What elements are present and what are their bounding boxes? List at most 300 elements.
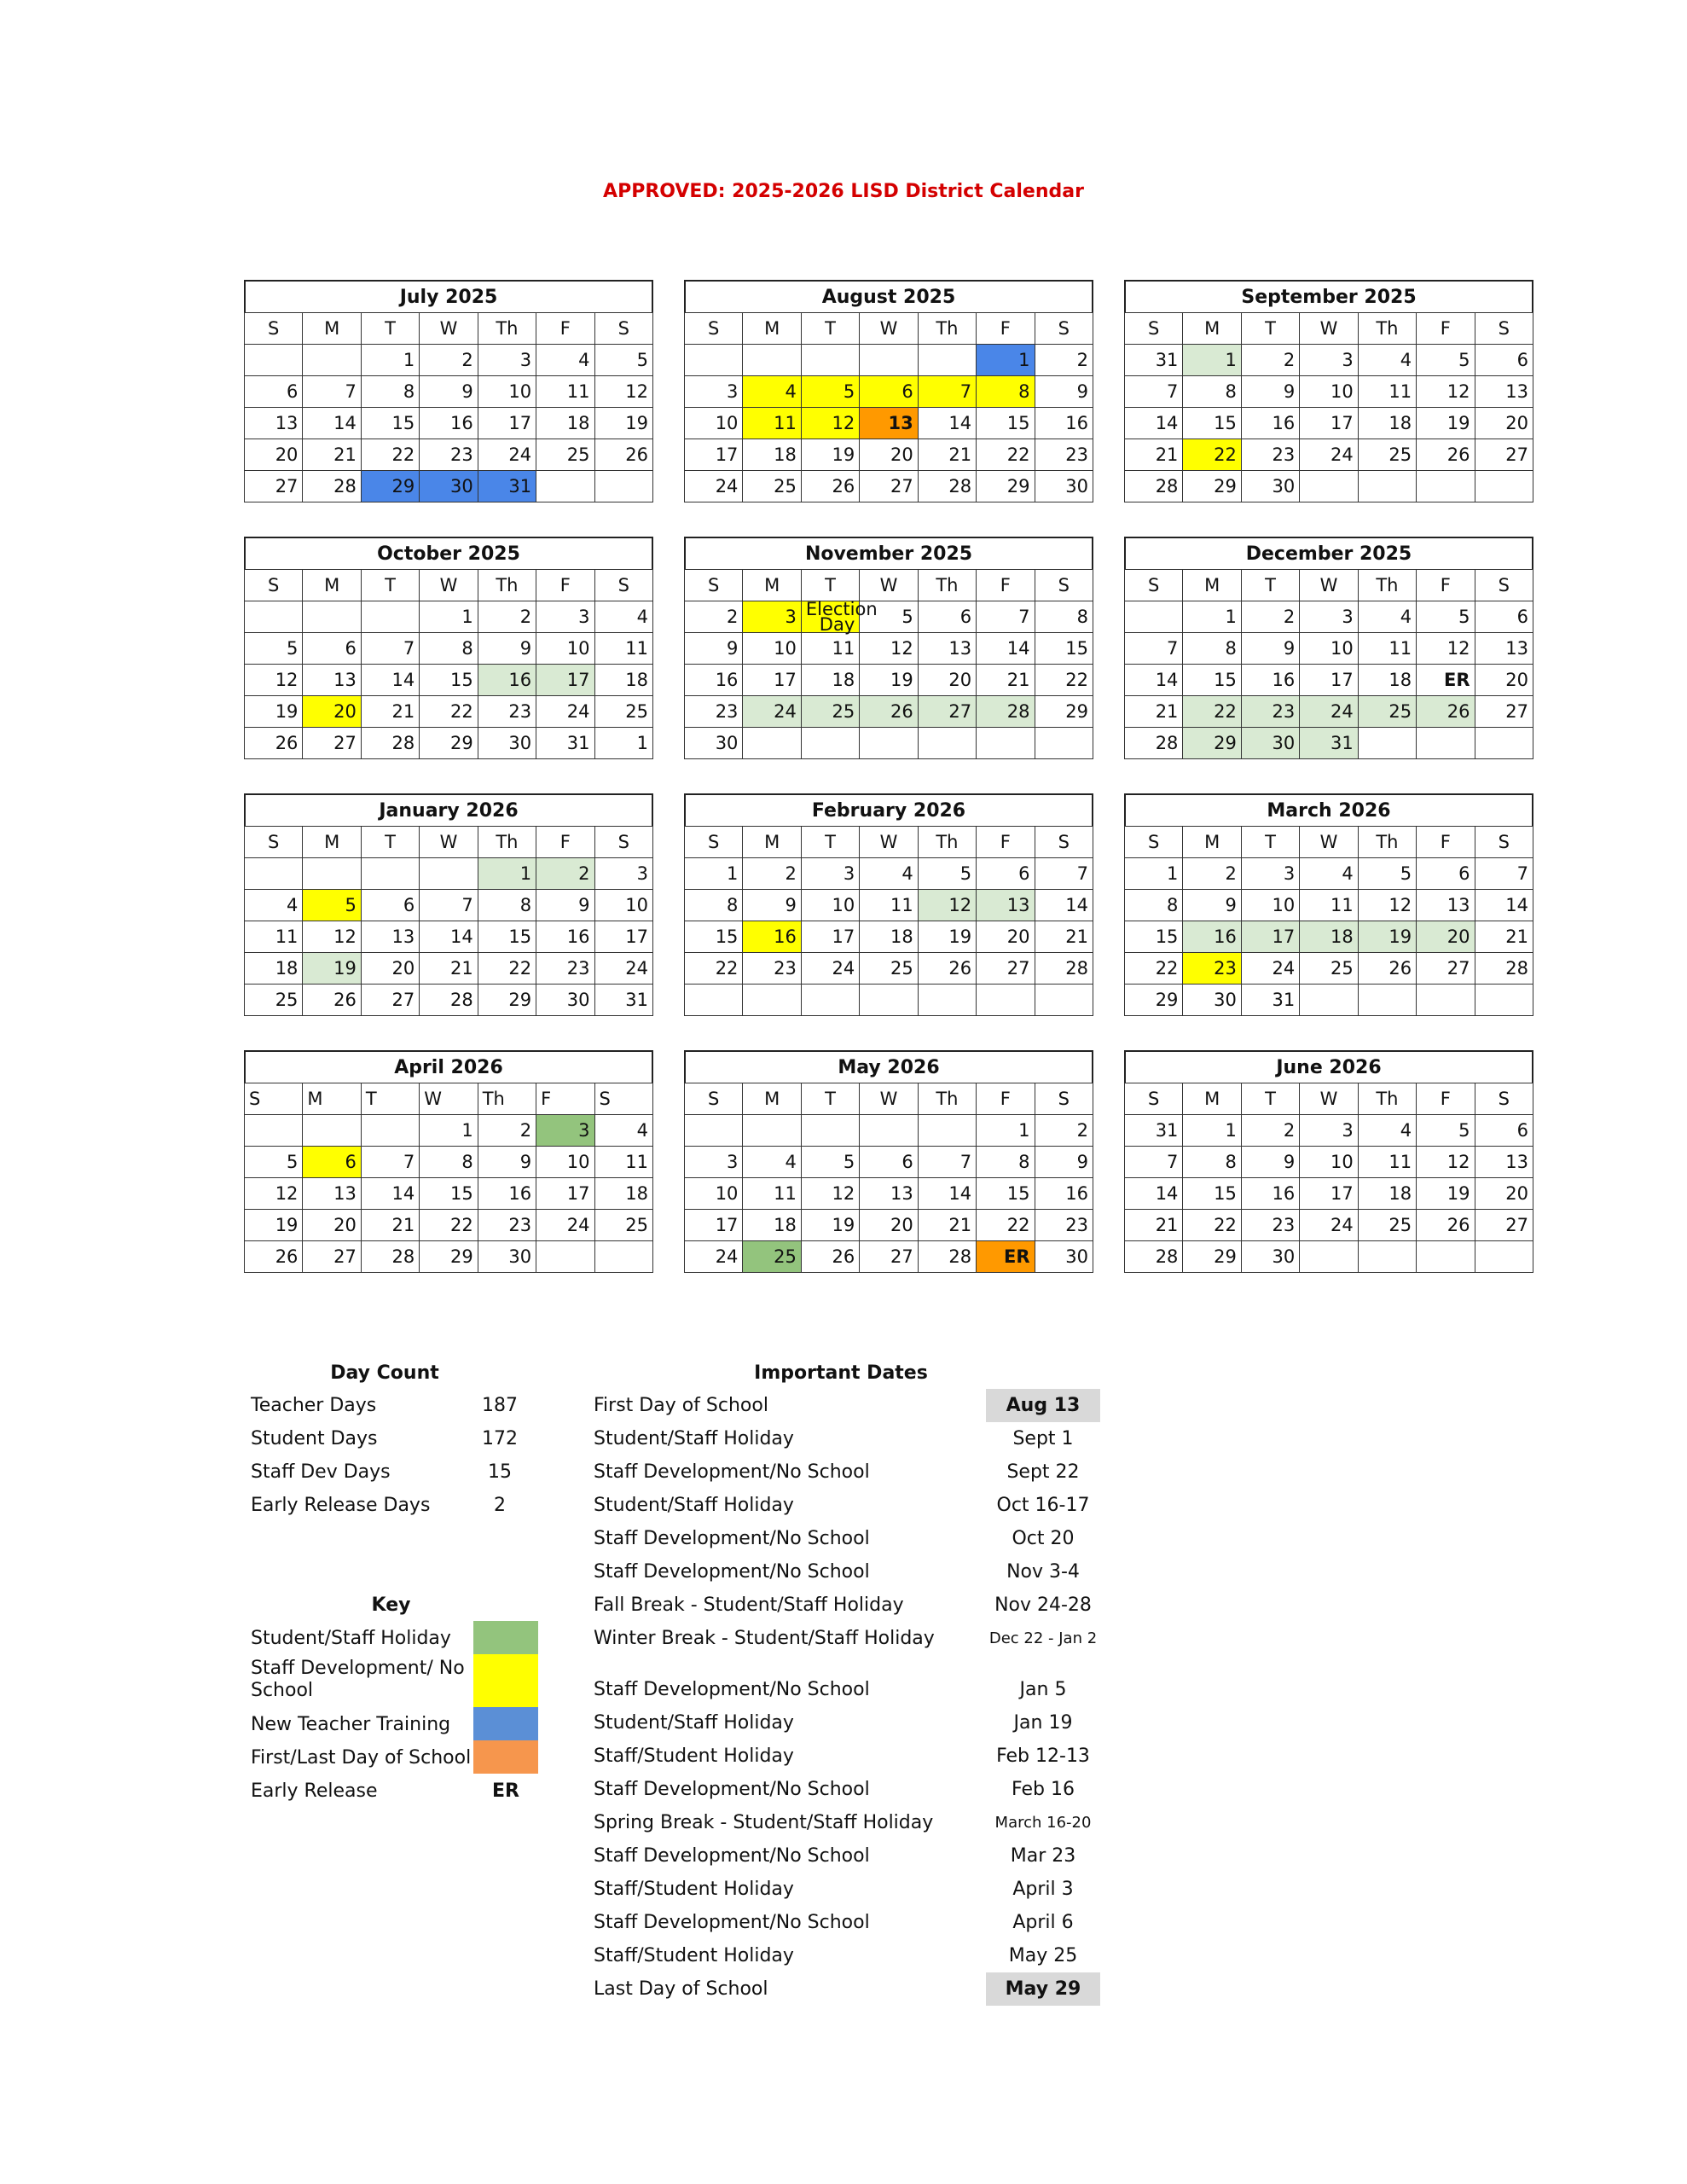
key-row bbox=[244, 1740, 538, 1774]
day-cell: 4 bbox=[1300, 858, 1358, 890]
day-cell: 8 bbox=[977, 376, 1035, 408]
month-calendar bbox=[1124, 1050, 1533, 1273]
day-cell bbox=[1300, 985, 1358, 1016]
day-cell: 17 bbox=[743, 665, 801, 696]
day-cell: 30 bbox=[1035, 1241, 1093, 1273]
day-cell: 26 bbox=[245, 1241, 303, 1273]
weekday-header: T bbox=[361, 1083, 419, 1115]
day-cell: 28 bbox=[1035, 953, 1093, 985]
day-cell: 23 bbox=[1035, 439, 1093, 471]
month-title: May 2026 bbox=[684, 1050, 1093, 1083]
day-cell: 16 bbox=[1241, 1178, 1299, 1210]
day-cell: 9 bbox=[420, 376, 478, 408]
important-date-value: April 3 bbox=[1012, 1879, 1074, 1900]
important-date-value: Jan 5 bbox=[1019, 1679, 1067, 1700]
day-cell: 2 bbox=[1241, 1115, 1299, 1147]
day-cell: 6 bbox=[361, 890, 419, 921]
day-cell: 6 bbox=[1417, 858, 1475, 890]
month-calendar bbox=[244, 537, 653, 759]
day-cell bbox=[918, 985, 976, 1016]
day-cell: 25 bbox=[1358, 439, 1416, 471]
day-cell: 3 bbox=[594, 858, 652, 890]
day-cell: 30 bbox=[685, 728, 743, 759]
day-cell: 21 bbox=[1125, 696, 1183, 728]
day-cell: 27 bbox=[361, 985, 419, 1016]
day-cell: 11 bbox=[1358, 633, 1416, 665]
important-date-label: Student/Staff Holiday bbox=[594, 1712, 794, 1734]
day-cell: 17 bbox=[536, 1178, 594, 1210]
day-count-label: Early Release Days bbox=[251, 1495, 431, 1516]
weekday-header: F bbox=[977, 827, 1035, 858]
important-date-value: May 25 bbox=[1008, 1945, 1078, 1966]
day-cell: 10 bbox=[685, 408, 743, 439]
day-cell: 27 bbox=[918, 696, 976, 728]
day-cell: 24 bbox=[1241, 953, 1299, 985]
weekday-header: W bbox=[420, 827, 478, 858]
weekday-header: M bbox=[303, 570, 361, 601]
day-cell bbox=[977, 728, 1035, 759]
day-cell bbox=[1417, 471, 1475, 502]
week-row bbox=[245, 345, 653, 376]
important-date-value: Feb 16 bbox=[1012, 1779, 1075, 1800]
day-cell: 3 bbox=[1300, 345, 1358, 376]
day-cell: 26 bbox=[303, 985, 361, 1016]
day-cell: 23 bbox=[1241, 696, 1299, 728]
day-cell: 5 bbox=[801, 1147, 859, 1178]
weekday-header: F bbox=[536, 570, 594, 601]
day-cell: 3 bbox=[801, 858, 859, 890]
day-cell: 23 bbox=[536, 953, 594, 985]
day-cell: 21 bbox=[420, 953, 478, 985]
weekday-header: M bbox=[303, 1083, 361, 1115]
month-title: October 2025 bbox=[244, 537, 653, 569]
important-date-row bbox=[594, 1389, 1100, 1422]
week-row bbox=[1125, 1241, 1533, 1273]
day-cell: 27 bbox=[1475, 1210, 1533, 1241]
week-row bbox=[685, 953, 1093, 985]
day-cell: 16 bbox=[536, 921, 594, 953]
day-cell: 16 bbox=[1035, 1178, 1093, 1210]
weekday-header: W bbox=[860, 1083, 918, 1115]
important-date-value: Oct 16-17 bbox=[996, 1495, 1090, 1516]
day-cell: 23 bbox=[478, 1210, 536, 1241]
month-title: August 2025 bbox=[684, 280, 1093, 312]
week-row bbox=[1125, 408, 1533, 439]
day-cell: 13 bbox=[860, 408, 918, 439]
week-row bbox=[1125, 665, 1533, 696]
day-cell: 10 bbox=[1241, 890, 1299, 921]
day-cell: 20 bbox=[1475, 665, 1533, 696]
month-title: December 2025 bbox=[1124, 537, 1533, 569]
day-cell bbox=[245, 601, 303, 633]
day-cell: 21 bbox=[918, 439, 976, 471]
day-cell bbox=[743, 345, 801, 376]
day-cell: 13 bbox=[303, 665, 361, 696]
day-count-row bbox=[244, 1389, 525, 1422]
day-cell: 20 bbox=[361, 953, 419, 985]
day-cell: 2 bbox=[536, 858, 594, 890]
important-date-value: May 29 bbox=[986, 1972, 1100, 2006]
week-row bbox=[245, 1178, 653, 1210]
week-row bbox=[685, 1241, 1093, 1273]
week-row bbox=[685, 345, 1093, 376]
day-cell: 8 bbox=[420, 633, 478, 665]
day-cell: 12 bbox=[303, 921, 361, 953]
day-cell: 23 bbox=[743, 953, 801, 985]
weekday-header: S bbox=[1035, 313, 1093, 345]
day-cell: 18 bbox=[1358, 408, 1416, 439]
day-cell: 17 bbox=[594, 921, 652, 953]
day-count-heading: Day Count bbox=[330, 1362, 439, 1384]
weekday-header: M bbox=[1183, 827, 1241, 858]
weekday-header: S bbox=[594, 827, 652, 858]
day-cell: 19 bbox=[1417, 408, 1475, 439]
day-cell: 29 bbox=[1035, 696, 1093, 728]
day-cell: 24 bbox=[743, 696, 801, 728]
month-calendar bbox=[244, 1050, 653, 1273]
important-date-label: Student/Staff Holiday bbox=[594, 1495, 794, 1516]
weekday-header: S bbox=[245, 1083, 303, 1115]
day-cell: 28 bbox=[420, 985, 478, 1016]
weekday-header: S bbox=[1035, 827, 1093, 858]
day-cell: 27 bbox=[303, 728, 361, 759]
day-cell: 25 bbox=[536, 439, 594, 471]
day-cell bbox=[245, 858, 303, 890]
week-row bbox=[685, 890, 1093, 921]
day-cell: 22 bbox=[420, 696, 478, 728]
day-cell: 5 bbox=[245, 633, 303, 665]
day-cell: 21 bbox=[918, 1210, 976, 1241]
weekday-header: M bbox=[743, 570, 801, 601]
day-cell bbox=[743, 728, 801, 759]
day-cell: 21 bbox=[1475, 921, 1533, 953]
day-cell: 16 bbox=[478, 1178, 536, 1210]
day-cell: 14 bbox=[303, 408, 361, 439]
weekday-header: S bbox=[685, 1083, 743, 1115]
key-row bbox=[244, 1621, 538, 1654]
day-cell: 12 bbox=[801, 408, 859, 439]
day-cell: 7 bbox=[1475, 858, 1533, 890]
weekday-header: Th bbox=[478, 313, 536, 345]
day-cell: 1 bbox=[1183, 1115, 1241, 1147]
day-cell: 8 bbox=[1183, 633, 1241, 665]
important-date-row bbox=[594, 1589, 1100, 1622]
day-cell: 26 bbox=[1417, 1210, 1475, 1241]
day-cell: 15 bbox=[977, 408, 1035, 439]
day-cell: 3 bbox=[536, 601, 594, 633]
weekday-header: M bbox=[1183, 1083, 1241, 1115]
week-row bbox=[1125, 921, 1533, 953]
day-cell: 24 bbox=[685, 1241, 743, 1273]
week-row bbox=[1125, 1178, 1533, 1210]
important-date-row bbox=[594, 1972, 1100, 2006]
day-cell: 16 bbox=[1035, 408, 1093, 439]
key-swatch-yellow bbox=[473, 1654, 538, 1707]
day-cell: 8 bbox=[478, 890, 536, 921]
week-row bbox=[245, 953, 653, 985]
important-date-row bbox=[594, 1740, 1100, 1773]
weekday-header: F bbox=[536, 827, 594, 858]
week-row bbox=[245, 633, 653, 665]
day-cell: 10 bbox=[536, 633, 594, 665]
day-cell: 12 bbox=[245, 665, 303, 696]
day-cell: ER bbox=[977, 1241, 1035, 1273]
day-cell: 23 bbox=[685, 696, 743, 728]
week-row bbox=[245, 439, 653, 471]
day-cell: 17 bbox=[1300, 408, 1358, 439]
day-cell: 1 bbox=[420, 1115, 478, 1147]
day-cell: 22 bbox=[685, 953, 743, 985]
month-calendar bbox=[1124, 280, 1533, 502]
important-date-value: Nov 3-4 bbox=[1006, 1561, 1080, 1583]
day-cell: 4 bbox=[1358, 1115, 1416, 1147]
week-row bbox=[685, 408, 1093, 439]
day-cell: 7 bbox=[918, 376, 976, 408]
day-cell bbox=[361, 601, 419, 633]
week-row bbox=[685, 633, 1093, 665]
day-cell: 12 bbox=[1417, 376, 1475, 408]
day-cell: 4 bbox=[594, 1115, 652, 1147]
day-cell: 6 bbox=[1475, 601, 1533, 633]
day-cell: 22 bbox=[361, 439, 419, 471]
day-cell: 8 bbox=[361, 376, 419, 408]
important-date-row bbox=[594, 1422, 1100, 1455]
day-cell: 15 bbox=[420, 665, 478, 696]
day-cell: 25 bbox=[245, 985, 303, 1016]
day-cell: 25 bbox=[860, 953, 918, 985]
day-cell: 27 bbox=[1475, 696, 1533, 728]
day-cell: 29 bbox=[420, 728, 478, 759]
important-date-label: Staff Development/No School bbox=[594, 1679, 870, 1700]
week-row bbox=[245, 665, 653, 696]
day-cell: 15 bbox=[478, 921, 536, 953]
day-cell: 23 bbox=[1183, 953, 1241, 985]
day-cell: 30 bbox=[1035, 471, 1093, 502]
day-cell: 5 bbox=[1417, 345, 1475, 376]
day-cell: 4 bbox=[743, 376, 801, 408]
day-cell: 26 bbox=[245, 728, 303, 759]
day-cell: 20 bbox=[303, 696, 361, 728]
weekday-header: M bbox=[743, 313, 801, 345]
weekday-header: Th bbox=[918, 570, 976, 601]
important-dates-heading: Important Dates bbox=[754, 1362, 928, 1384]
day-cell: 2 bbox=[478, 601, 536, 633]
day-count-row bbox=[244, 1422, 525, 1455]
day-cell: 20 bbox=[977, 921, 1035, 953]
day-cell: 14 bbox=[1125, 665, 1183, 696]
day-cell: 15 bbox=[1183, 1178, 1241, 1210]
day-cell: 10 bbox=[1300, 633, 1358, 665]
day-cell: 8 bbox=[1125, 890, 1183, 921]
day-cell: 28 bbox=[361, 1241, 419, 1273]
day-cell: 4 bbox=[536, 345, 594, 376]
day-cell: 20 bbox=[860, 1210, 918, 1241]
weekday-header: W bbox=[860, 570, 918, 601]
important-date-label: Staff/Student Holiday bbox=[594, 1745, 794, 1767]
day-cell bbox=[1035, 985, 1093, 1016]
weekday-header: M bbox=[303, 313, 361, 345]
day-cell: 26 bbox=[1417, 439, 1475, 471]
week-row bbox=[1125, 953, 1533, 985]
week-row bbox=[685, 1115, 1093, 1147]
weekday-header: S bbox=[1125, 827, 1183, 858]
weekday-header: F bbox=[536, 1083, 594, 1115]
day-cell: 7 bbox=[420, 890, 478, 921]
weekday-header: T bbox=[1241, 1083, 1299, 1115]
day-cell: 5 bbox=[1358, 858, 1416, 890]
day-count-value: 187 bbox=[482, 1395, 518, 1416]
day-cell: 16 bbox=[1241, 408, 1299, 439]
day-cell: 13 bbox=[245, 408, 303, 439]
month-title: April 2026 bbox=[244, 1050, 653, 1083]
day-cell: 2 bbox=[1035, 345, 1093, 376]
month-calendar bbox=[684, 1050, 1093, 1273]
day-cell bbox=[801, 1115, 859, 1147]
week-row bbox=[1125, 471, 1533, 502]
day-cell: 10 bbox=[536, 1147, 594, 1178]
important-date-label: Spring Break - Student/Staff Holiday bbox=[594, 1812, 934, 1833]
day-cell: 9 bbox=[478, 1147, 536, 1178]
day-cell bbox=[1475, 728, 1533, 759]
day-cell: 27 bbox=[303, 1241, 361, 1273]
day-cell: 15 bbox=[977, 1178, 1035, 1210]
day-cell: 16 bbox=[743, 921, 801, 953]
day-cell: 22 bbox=[1183, 696, 1241, 728]
day-cell: 30 bbox=[478, 1241, 536, 1273]
day-cell: 9 bbox=[1241, 376, 1299, 408]
important-date-row bbox=[594, 1773, 1100, 1806]
weekday-header: M bbox=[1183, 313, 1241, 345]
day-cell bbox=[303, 601, 361, 633]
day-cell: 14 bbox=[420, 921, 478, 953]
day-cell: 19 bbox=[801, 439, 859, 471]
day-cell: 14 bbox=[1125, 408, 1183, 439]
day-cell: 4 bbox=[245, 890, 303, 921]
week-row bbox=[685, 1147, 1093, 1178]
day-cell: 3 bbox=[743, 601, 801, 633]
weekday-header: W bbox=[860, 827, 918, 858]
important-date-label: Fall Break - Student/Staff Holiday bbox=[594, 1594, 904, 1616]
weekday-header: T bbox=[361, 313, 419, 345]
day-cell: 10 bbox=[801, 890, 859, 921]
day-cell: 14 bbox=[977, 633, 1035, 665]
month-title: July 2025 bbox=[244, 280, 653, 312]
day-cell: 24 bbox=[801, 953, 859, 985]
day-cell: 13 bbox=[303, 1178, 361, 1210]
month-grid bbox=[684, 1083, 1093, 1273]
day-cell: 18 bbox=[1358, 1178, 1416, 1210]
weekday-header: F bbox=[977, 1083, 1035, 1115]
day-cell: 28 bbox=[1125, 728, 1183, 759]
month-title: March 2026 bbox=[1124, 793, 1533, 826]
important-date-label: Student/Staff Holiday bbox=[594, 1428, 794, 1449]
month-title: November 2025 bbox=[684, 537, 1093, 569]
day-cell bbox=[918, 1115, 976, 1147]
day-cell: 4 bbox=[860, 858, 918, 890]
day-cell: 1 bbox=[1183, 601, 1241, 633]
key-label: Staff Development/ No School bbox=[251, 1658, 465, 1701]
key-heading: Key bbox=[371, 1594, 411, 1616]
key-swatch-green bbox=[473, 1621, 538, 1654]
day-cell: 12 bbox=[1417, 1147, 1475, 1178]
important-date-value: Aug 13 bbox=[986, 1389, 1100, 1422]
day-cell: 14 bbox=[361, 665, 419, 696]
day-cell: 21 bbox=[361, 1210, 419, 1241]
day-count-label: Staff Dev Days bbox=[251, 1461, 391, 1483]
weekday-header: S bbox=[685, 570, 743, 601]
day-cell: 10 bbox=[743, 633, 801, 665]
day-cell: 26 bbox=[594, 439, 652, 471]
day-cell: 10 bbox=[685, 1178, 743, 1210]
day-cell: 20 bbox=[1475, 408, 1533, 439]
day-cell: 14 bbox=[918, 408, 976, 439]
weekday-header: S bbox=[685, 313, 743, 345]
day-cell: 22 bbox=[420, 1210, 478, 1241]
month-grid bbox=[244, 1083, 653, 1273]
day-cell: 17 bbox=[1300, 1178, 1358, 1210]
weekday-header: Th bbox=[478, 827, 536, 858]
day-cell bbox=[743, 985, 801, 1016]
day-cell: 25 bbox=[1358, 696, 1416, 728]
day-cell: 16 bbox=[1183, 921, 1241, 953]
day-cell: 5 bbox=[1417, 1115, 1475, 1147]
day-cell: 22 bbox=[977, 1210, 1035, 1241]
day-cell: 18 bbox=[860, 921, 918, 953]
day-cell bbox=[594, 1241, 652, 1273]
week-row bbox=[1125, 890, 1533, 921]
day-cell: 1 bbox=[361, 345, 419, 376]
important-date-value: Oct 20 bbox=[1012, 1528, 1075, 1549]
week-row bbox=[1125, 376, 1533, 408]
day-cell: 17 bbox=[801, 921, 859, 953]
day-cell: 29 bbox=[420, 1241, 478, 1273]
day-cell: 5 bbox=[918, 858, 976, 890]
week-row bbox=[1125, 985, 1533, 1016]
day-cell: 12 bbox=[1358, 890, 1416, 921]
weekday-header: S bbox=[1475, 570, 1533, 601]
weekday-header: Th bbox=[918, 313, 976, 345]
day-cell: 11 bbox=[536, 376, 594, 408]
weekday-header: W bbox=[1300, 570, 1358, 601]
day-cell: 28 bbox=[1125, 471, 1183, 502]
day-cell: 6 bbox=[245, 376, 303, 408]
day-cell: 30 bbox=[1241, 728, 1299, 759]
day-cell bbox=[361, 1115, 419, 1147]
week-row bbox=[1125, 1147, 1533, 1178]
week-row bbox=[1125, 858, 1533, 890]
weekday-header: Th bbox=[478, 1083, 536, 1115]
day-cell bbox=[1035, 728, 1093, 759]
day-cell bbox=[245, 1115, 303, 1147]
day-cell: 10 bbox=[1300, 1147, 1358, 1178]
day-cell: 18 bbox=[743, 439, 801, 471]
day-cell: 27 bbox=[1417, 953, 1475, 985]
day-cell: 6 bbox=[977, 858, 1035, 890]
week-row bbox=[245, 921, 653, 953]
day-cell: 13 bbox=[1417, 890, 1475, 921]
day-cell: 25 bbox=[801, 696, 859, 728]
weekday-header: S bbox=[245, 570, 303, 601]
day-cell: 1 bbox=[977, 1115, 1035, 1147]
day-cell: 1 bbox=[977, 345, 1035, 376]
weekday-header: W bbox=[420, 570, 478, 601]
day-cell: 13 bbox=[1475, 376, 1533, 408]
day-cell: 6 bbox=[303, 1147, 361, 1178]
day-cell: 18 bbox=[1300, 921, 1358, 953]
day-cell: 17 bbox=[478, 408, 536, 439]
day-cell bbox=[860, 728, 918, 759]
day-cell: 15 bbox=[420, 1178, 478, 1210]
